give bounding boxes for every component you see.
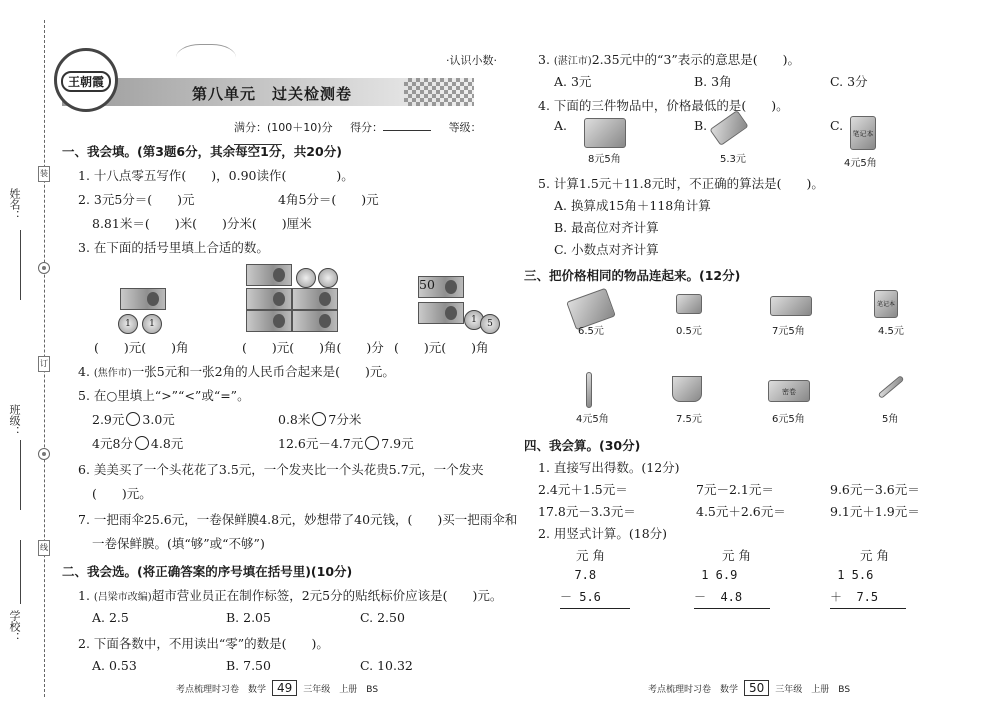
calc-item: 9.6元－3.6元＝: [830, 482, 920, 497]
school-label: 学校：: [8, 610, 21, 643]
section-1-heading: 一、我会填。(第3题6分，其余每空1分，共20分): [62, 144, 342, 159]
compare-d: 12.6元－4.7元 7.9元: [278, 436, 414, 451]
question-5: 5. 在○里填上“>”“<”或“=”。: [78, 388, 250, 403]
book-image: [584, 118, 626, 148]
vertical-head-3: 元 角: [860, 548, 889, 563]
stapler-image: [770, 296, 812, 316]
unit-tag: ·认识小数·: [446, 54, 497, 67]
name-label: 姓名：: [8, 188, 21, 221]
coin-image: 1: [142, 314, 162, 334]
ribbon-decoration: [176, 44, 236, 78]
price-label: 5.3元: [720, 154, 746, 165]
price-label: 4元5角: [844, 158, 877, 169]
page-title: 第八单元 过关检测卷: [192, 85, 353, 103]
question-4: 4. (焦作市)一张5元和一张2角的人民币合起来是( )元。: [78, 364, 395, 379]
calc-item: 9.1元＋1.9元＝: [830, 504, 920, 519]
choice-1-option-c[interactable]: C. 2.50: [360, 610, 405, 625]
price-label: 6元5角: [772, 414, 805, 425]
coin-image: 5: [480, 314, 500, 334]
question-3-answer-3: ( )元( )角: [394, 340, 489, 355]
question-1: 1. 十八点零五写作( )，0.90读作( )。: [78, 168, 354, 183]
margin-mark: 装: [38, 166, 50, 182]
score-blank[interactable]: [383, 130, 431, 131]
banknote-image: [246, 310, 292, 332]
class-field[interactable]: [20, 440, 21, 510]
calc-item: 2.4元＋1.5元＝: [538, 482, 628, 497]
toothbrush-image: [586, 372, 592, 408]
question-3-answer-1: ( )元( )角: [94, 340, 189, 355]
choice-4: 4. 下面的三件物品中，价格最低的是( )。: [538, 98, 789, 113]
notebook-image: 笔记本: [850, 116, 876, 150]
choice-1-option-a[interactable]: A. 2.5: [92, 610, 129, 625]
banknote-image: [120, 288, 166, 310]
source-tag: (焦作市): [93, 368, 132, 379]
question-2a: 2. 3元5分＝( )元: [78, 192, 195, 207]
choice-4-option-c[interactable]: C.: [830, 118, 844, 133]
notebook-image: 笔记本: [874, 290, 898, 318]
question-3-answer-2: ( )元( )角( )分: [242, 340, 384, 355]
binding-hole: [38, 262, 50, 274]
question-2b: 4角5分＝( )元: [278, 192, 379, 207]
compare-b: 0.8米 7分米: [278, 412, 362, 427]
class-label: 班级：: [8, 404, 21, 437]
page-footer-left: 考点梳理时习卷 数学 49 三年级 上册 BS: [176, 681, 379, 695]
vertical-calc-2: 1 6.9 － 4.8: [694, 564, 770, 609]
choice-1: 1. (吕梁市改编)超市营业员正在制作标签，2元5分的贴纸标价应该是( )元。: [78, 588, 503, 603]
calc-item: 17.8元－3.3元＝: [538, 504, 636, 519]
checker-pattern: [404, 78, 474, 106]
coin-image: 1: [464, 310, 484, 330]
choice-2: 2. 下面各数中，不用读出“零”的数是( )。: [78, 636, 329, 651]
compare-circle[interactable]: [126, 412, 140, 426]
page-number: 50: [744, 680, 769, 696]
margin-mark: 订: [38, 356, 50, 372]
choice-3-option-b[interactable]: B. 3角: [694, 74, 732, 89]
price-label: 4.5元: [878, 326, 904, 337]
price-label: 6.5元: [578, 326, 604, 337]
question-7-line1: 7. 一把雨伞25.6元，一卷保鲜膜4.8元，妙想带了40元钱，( )买一把雨伞和: [78, 512, 518, 527]
margin-mark: 线: [38, 540, 50, 556]
section-2-heading: 二、我会选。(将正确答案的序号填在括号里)(10分): [62, 564, 353, 579]
choice-3-option-a[interactable]: A. 3元: [554, 74, 592, 89]
school-field[interactable]: [20, 540, 21, 604]
source-tag: (吕梁市改编): [93, 592, 152, 603]
logo-text: 王朝霞: [61, 71, 111, 92]
calc-heading: 1. 直接写出得数。(12分): [538, 460, 680, 475]
section-4-heading: 四、我会算。(30分): [524, 438, 641, 453]
price-label: 7元5角: [772, 326, 805, 337]
banknote-image: [418, 302, 464, 324]
choice-5-option-b[interactable]: B. 最高位对齐计算: [554, 220, 659, 235]
choice-5-option-a[interactable]: A. 换算成15角＋118角计算: [554, 198, 711, 213]
vertical-heading: 2. 用竖式计算。(18分): [538, 526, 668, 541]
binding-margin: [0, 0, 52, 717]
choice-2-option-b[interactable]: B. 7.50: [226, 658, 271, 673]
price-label: 5角: [882, 414, 899, 425]
compare-c: 4元8分 4.8元: [92, 436, 184, 451]
binding-hole: [38, 448, 50, 460]
choice-4-option-a[interactable]: A.: [554, 118, 568, 133]
banknote-image: [292, 310, 338, 332]
brand-logo: [54, 48, 118, 112]
choice-1-option-b[interactable]: B. 2.05: [226, 610, 271, 625]
choice-5: 5. 计算1.5元＋11.8元时，不正确的算法是( )。: [538, 176, 824, 191]
banknote-image: [292, 288, 338, 310]
grade-label: 等级：: [448, 121, 482, 134]
compare-circle[interactable]: [312, 412, 326, 426]
cup-image: [672, 376, 702, 402]
calc-item: 7元－2.1元＝: [696, 482, 774, 497]
vertical-calc-1: 7.8 － 5.6: [560, 564, 630, 609]
pencil-image: [878, 375, 905, 399]
vertical-head-2: 元 角: [722, 548, 751, 563]
price-label: 8元5角: [588, 154, 621, 165]
coin-image: [318, 268, 338, 288]
price-label: 4元5角: [576, 414, 609, 425]
banknote-image: [246, 288, 292, 310]
question-6-line2: ( )元。: [92, 486, 152, 501]
eraser-image: [676, 294, 702, 314]
pen-image: [709, 110, 748, 146]
calc-item: 4.5元＋2.6元＝: [696, 504, 786, 519]
price-label: 0.5元: [676, 326, 702, 337]
question-7-line2: 一卷保鲜膜。(填“够”或“不够”): [92, 536, 265, 551]
banknote-image: [246, 264, 292, 286]
compare-a: 2.9元 3.0元: [92, 412, 175, 427]
choice-4-option-b[interactable]: B.: [694, 118, 708, 133]
page-footer-right: 考点梳理时习卷 数学 50 三年级 上册 BS: [648, 681, 851, 695]
title-banner: [62, 78, 474, 106]
choice-5-option-c[interactable]: C. 小数点对齐计算: [554, 242, 659, 257]
choice-3: 3. (湛江市)2.35元中的“3”表示的意思是( )。: [538, 52, 801, 67]
choice-3-option-c[interactable]: C. 3分: [830, 74, 868, 89]
right-page: [524, 0, 984, 717]
coin-image: [296, 268, 316, 288]
source-tag: (湛江市): [553, 56, 592, 67]
vertical-calc-3: 1 5.6 ＋ 7.5: [830, 564, 906, 609]
question-2c: 8.81米＝( )米( )分米( )厘米: [92, 216, 312, 231]
question-4-text: 一张5元和一张2角的人民币合起来是( )元。: [131, 364, 395, 379]
choice-2-option-a[interactable]: A. 0.53: [92, 658, 137, 673]
compare-circle[interactable]: [365, 436, 379, 450]
choice-2-option-c[interactable]: C. 10.32: [360, 658, 413, 673]
coin-image: 1: [118, 314, 138, 334]
banknote-image: 50: [418, 276, 464, 298]
question-6-line1: 6. 美美买了一个头花花了3.5元，一个发夹比一个头花贵5.7元，一个发夹: [78, 462, 484, 477]
compare-circle[interactable]: [135, 436, 149, 450]
vertical-head-1: 元 角: [576, 548, 605, 563]
card-image: 密卷: [768, 380, 810, 402]
question-3: 3. 在下面的括号里填上合适的数。: [78, 240, 269, 255]
name-field[interactable]: [20, 230, 21, 300]
full-score: 满分：(100＋10)分: [234, 121, 333, 134]
section-3-heading: 三、把价格相同的物品连起来。(12分): [524, 268, 741, 283]
left-page: [56, 0, 518, 717]
score-label: 得分：: [350, 121, 384, 134]
price-label: 7.5元: [676, 414, 702, 425]
page-number: 49: [272, 680, 297, 696]
